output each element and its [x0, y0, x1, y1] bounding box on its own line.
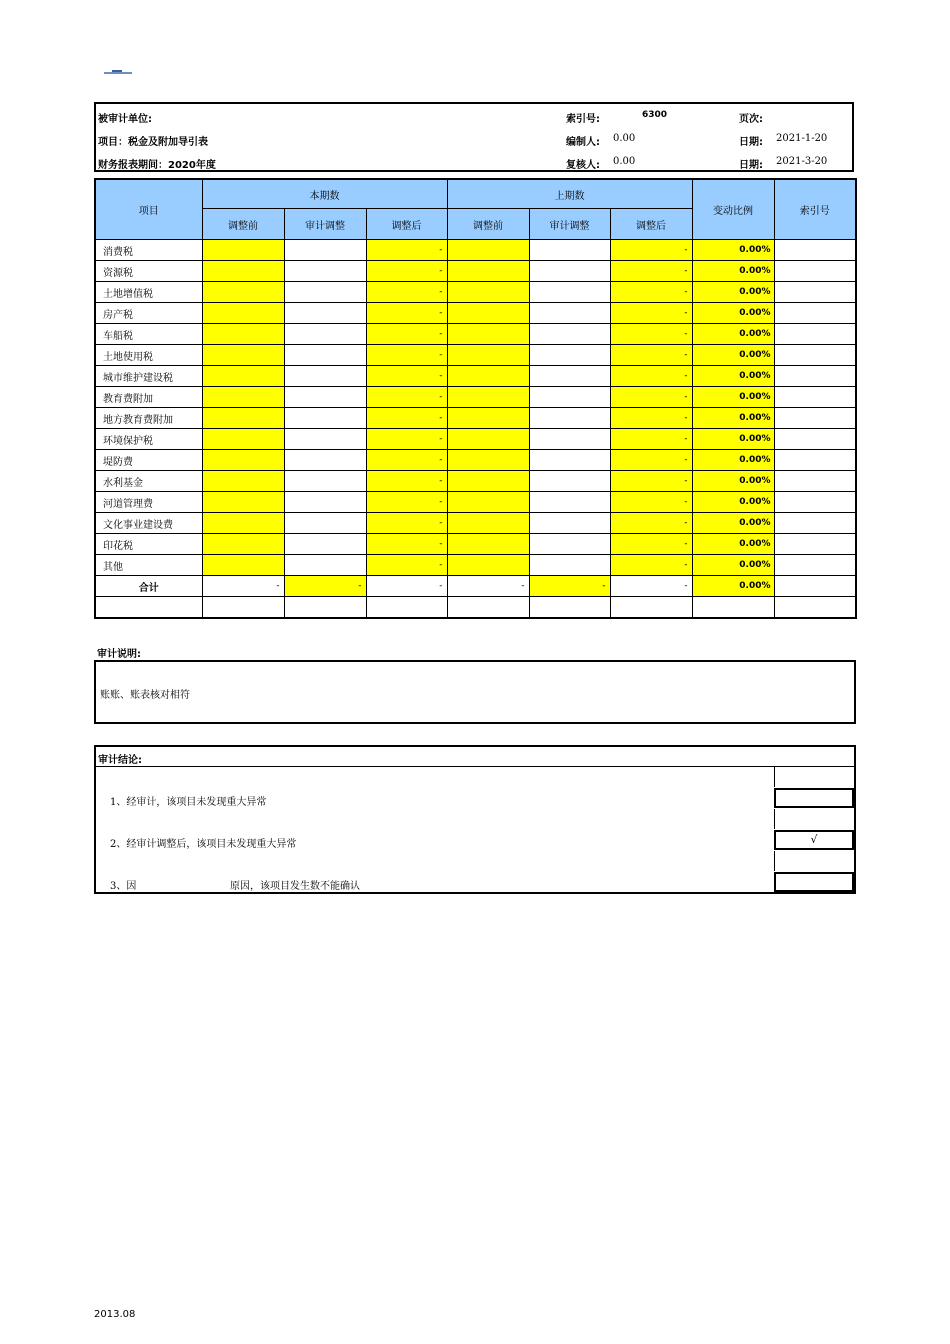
cur-before-cell: [202, 492, 284, 513]
tax-lead-schedule-table: [94, 178, 857, 619]
cur-before-cell: [202, 387, 284, 408]
row-item-name: 消费税: [95, 240, 202, 261]
period-label: 财务报表期间：2020年度: [98, 160, 216, 171]
row-item-name: 房产税: [95, 303, 202, 324]
pri-after-cell: -: [610, 555, 692, 576]
row-item-name: 其他: [95, 555, 202, 576]
row-item-name: 教育费附加: [95, 387, 202, 408]
table-row: [95, 534, 856, 555]
pri-before-cell: [447, 408, 529, 429]
cur-after-cell: -: [366, 282, 447, 303]
pri-adjust-cell: [529, 534, 610, 555]
worksheet-header: [94, 102, 854, 172]
cur-after-cell: -: [366, 366, 447, 387]
blank-cell: [692, 597, 774, 619]
cur-after-cell: -: [366, 534, 447, 555]
pri-before-cell: [447, 324, 529, 345]
cur-before-cell: [202, 282, 284, 303]
cur-adjust-cell: [284, 513, 366, 534]
conclusion-title-row: [96, 747, 854, 767]
blank-row: [95, 597, 856, 619]
table-row: [95, 303, 856, 324]
cur-after-cell: -: [366, 492, 447, 513]
date1-label: 日期:: [739, 137, 763, 148]
table-row: [95, 345, 856, 366]
pri-after-cell: -: [610, 387, 692, 408]
date1-value: 2021-1-20: [776, 133, 828, 144]
pri-after-cell: -: [610, 450, 692, 471]
index-value: 6300: [642, 110, 668, 120]
explanation-text: 账账、账表核对相符: [100, 690, 190, 701]
conclusion-item-1: 1、经审计，该项目未发现重大异常: [110, 797, 267, 808]
pri-adjust-cell: [529, 303, 610, 324]
table-row: [95, 261, 856, 282]
total-row: [95, 576, 856, 597]
check-column-gap-2: [774, 851, 854, 871]
pri-before-cell: [447, 513, 529, 534]
cur-after-header: 调整后: [366, 209, 447, 240]
cur-after-cell: -: [366, 261, 447, 282]
conclusion-item-3-suffix: 原因，该项目发生数不能确认: [230, 881, 360, 892]
cur-adjust-cell: [284, 366, 366, 387]
table-row: [95, 408, 856, 429]
conclusion-box: [94, 745, 856, 894]
pri-after-cell: -: [610, 261, 692, 282]
conclusion-checkbox-1[interactable]: [774, 788, 854, 808]
cur-after-cell: -: [366, 513, 447, 534]
blank-cell: [610, 597, 692, 619]
index-cell: [774, 513, 856, 534]
cur-adjust-cell: [284, 534, 366, 555]
pri-after-cell: -: [610, 324, 692, 345]
index-label: 索引号:: [566, 114, 600, 125]
change-ratio-cell: 0.00%: [692, 513, 774, 534]
table-row: [95, 429, 856, 450]
index-cell: [774, 471, 856, 492]
pri-before-cell: [447, 261, 529, 282]
row-item-name: 堤防费: [95, 450, 202, 471]
row-item-name: 资源税: [95, 261, 202, 282]
pri-adjust-cell: [529, 261, 610, 282]
pri-before-cell: [447, 429, 529, 450]
change-ratio-cell: 0.00%: [692, 324, 774, 345]
change-ratio-cell: 0.00%: [692, 555, 774, 576]
cur-after-cell: -: [366, 471, 447, 492]
pri-after-cell: -: [610, 303, 692, 324]
row-item-name: 环境保护税: [95, 429, 202, 450]
footer-version: 2013.08: [94, 1309, 136, 1320]
pri-before-header: 调整前: [447, 209, 529, 240]
page-label: 页次:: [739, 114, 763, 125]
cur-before-cell: [202, 450, 284, 471]
change-ratio-cell: 0.00%: [692, 240, 774, 261]
col-index-header: 索引号: [774, 179, 856, 240]
change-ratio-cell: 0.00%: [692, 408, 774, 429]
group-current-header: 本期数: [202, 179, 447, 209]
index-cell: [774, 324, 856, 345]
cur-after-cell: -: [366, 303, 447, 324]
reviewer-label: 复核人:: [566, 160, 600, 171]
check-column-top: [774, 767, 854, 787]
col-change-header: 变动比例: [692, 179, 774, 240]
change-ratio-cell: 0.00%: [692, 303, 774, 324]
blank-cell: [529, 597, 610, 619]
table-row: [95, 471, 856, 492]
pri-adjust-cell: [529, 345, 610, 366]
change-ratio-cell: 0.00%: [692, 261, 774, 282]
cur-after-cell: -: [366, 240, 447, 261]
change-ratio-cell: 0.00%: [692, 450, 774, 471]
explanation-title: 审计说明:: [97, 649, 141, 660]
pri-before-cell: [447, 492, 529, 513]
pri-after-cell: -: [610, 534, 692, 555]
cur-after-cell: -: [366, 429, 447, 450]
pri-before-cell: [447, 282, 529, 303]
blank-cell: [202, 597, 284, 619]
explanation-box: [94, 660, 856, 724]
pri-after-cell: -: [610, 366, 692, 387]
pri-before-cell: [447, 303, 529, 324]
cur-adjust-cell: [284, 555, 366, 576]
cur-before-cell: [202, 471, 284, 492]
cur-after-cell: -: [366, 324, 447, 345]
col-item-header: 项目: [95, 179, 202, 240]
conclusion-checkbox-2[interactable]: √: [774, 830, 854, 850]
total-pri-after: -: [610, 576, 692, 597]
cur-before-cell: [202, 429, 284, 450]
cur-before-cell: [202, 345, 284, 366]
check-column-gap-1: [774, 809, 854, 829]
pri-before-cell: [447, 471, 529, 492]
cur-before-cell: [202, 408, 284, 429]
conclusion-item-3-prefix: 3、因: [110, 881, 137, 892]
table-row: [95, 450, 856, 471]
index-cell: [774, 303, 856, 324]
pri-adjust-cell: [529, 387, 610, 408]
table-row: [95, 492, 856, 513]
table-row: [95, 513, 856, 534]
cur-adjust-cell: [284, 492, 366, 513]
cur-adjust-cell: [284, 408, 366, 429]
table-row: [95, 282, 856, 303]
index-cell: [774, 240, 856, 261]
total-cur-adjust: -: [284, 576, 366, 597]
preparer-label: 编制人:: [566, 137, 600, 148]
total-cur-after: -: [366, 576, 447, 597]
cur-adjust-cell: [284, 387, 366, 408]
pri-after-cell: -: [610, 429, 692, 450]
change-ratio-cell: 0.00%: [692, 471, 774, 492]
index-cell: [774, 366, 856, 387]
pri-before-cell: [447, 387, 529, 408]
change-ratio-cell: 0.00%: [692, 534, 774, 555]
change-ratio-cell: 0.00%: [692, 282, 774, 303]
pri-adjust-cell: [529, 429, 610, 450]
table-row: [95, 387, 856, 408]
row-item-name: 水利基金: [95, 471, 202, 492]
row-item-name: 土地使用税: [95, 345, 202, 366]
total-change-ratio: 0.00%: [692, 576, 774, 597]
pri-after-header: 调整后: [610, 209, 692, 240]
row-item-name: 印花税: [95, 534, 202, 555]
index-cell: [774, 492, 856, 513]
change-ratio-cell: 0.00%: [692, 387, 774, 408]
cur-adjust-cell: [284, 324, 366, 345]
total-label: 合计: [95, 576, 202, 597]
total-pri-adjust: -: [529, 576, 610, 597]
conclusion-item-2: 2、经审计调整后，该项目未发现重大异常: [110, 839, 297, 850]
cur-adjust-cell: [284, 303, 366, 324]
group-prior-header: 上期数: [447, 179, 692, 209]
logo-mark: [104, 72, 132, 74]
project-label: 项目：税金及附加导引表: [98, 137, 208, 148]
change-ratio-cell: 0.00%: [692, 345, 774, 366]
change-ratio-cell: 0.00%: [692, 492, 774, 513]
pri-after-cell: -: [610, 471, 692, 492]
cur-before-cell: [202, 261, 284, 282]
index-cell: [774, 282, 856, 303]
cur-before-header: 调整前: [202, 209, 284, 240]
index-cell: [774, 261, 856, 282]
cur-before-cell: [202, 303, 284, 324]
blank-cell: [447, 597, 529, 619]
pri-before-cell: [447, 450, 529, 471]
blank-cell: [284, 597, 366, 619]
total-pri-before: -: [447, 576, 529, 597]
cur-adjust-cell: [284, 450, 366, 471]
row-item-name: 车船税: [95, 324, 202, 345]
pri-adjust-cell: [529, 555, 610, 576]
pri-adjust-cell: [529, 408, 610, 429]
index-cell: [774, 450, 856, 471]
row-item-name: 文化事业建设费: [95, 513, 202, 534]
conclusion-checkbox-3[interactable]: [774, 872, 854, 892]
row-item-name: 城市维护建设税: [95, 366, 202, 387]
index-cell: [774, 555, 856, 576]
pri-adjust-cell: [529, 492, 610, 513]
pri-after-cell: -: [610, 513, 692, 534]
pri-before-cell: [447, 240, 529, 261]
index-cell: [774, 387, 856, 408]
table-row: [95, 240, 856, 261]
pri-adjust-cell: [529, 240, 610, 261]
cur-before-cell: [202, 513, 284, 534]
row-item-name: 地方教育费附加: [95, 408, 202, 429]
cur-adjust-cell: [284, 240, 366, 261]
pri-after-cell: -: [610, 345, 692, 366]
cur-after-cell: -: [366, 555, 447, 576]
change-ratio-cell: 0.00%: [692, 366, 774, 387]
cur-before-cell: [202, 366, 284, 387]
pri-adjust-cell: [529, 513, 610, 534]
cur-after-cell: -: [366, 450, 447, 471]
reviewer-value: 0.00: [613, 156, 636, 167]
pri-adjust-cell: [529, 324, 610, 345]
cur-before-cell: [202, 324, 284, 345]
pri-adjust-header: 审计调整: [529, 209, 610, 240]
index-cell: [774, 345, 856, 366]
table-row: [95, 366, 856, 387]
cur-after-cell: -: [366, 408, 447, 429]
pri-after-cell: -: [610, 492, 692, 513]
cur-adjust-cell: [284, 261, 366, 282]
cur-adjust-cell: [284, 471, 366, 492]
cur-before-cell: [202, 534, 284, 555]
pri-after-cell: -: [610, 282, 692, 303]
index-cell: [774, 429, 856, 450]
preparer-value: 0.00: [613, 133, 636, 144]
cur-before-cell: [202, 240, 284, 261]
blank-cell: [366, 597, 447, 619]
conclusion-title: 审计结论:: [98, 755, 142, 766]
cur-adjust-cell: [284, 429, 366, 450]
table-row: [95, 555, 856, 576]
cur-adjust-header: 审计调整: [284, 209, 366, 240]
total-cur-before: -: [202, 576, 284, 597]
index-cell: [774, 408, 856, 429]
cur-after-cell: -: [366, 387, 447, 408]
pri-adjust-cell: [529, 471, 610, 492]
pri-after-cell: -: [610, 408, 692, 429]
date2-value: 2021-3-20: [776, 156, 828, 167]
change-ratio-cell: 0.00%: [692, 429, 774, 450]
total-index: [774, 576, 856, 597]
pri-before-cell: [447, 534, 529, 555]
pri-adjust-cell: [529, 450, 610, 471]
audited-unit-label: 被审计单位:: [98, 114, 152, 125]
date2-label: 日期:: [739, 160, 763, 171]
pri-before-cell: [447, 555, 529, 576]
pri-after-cell: -: [610, 240, 692, 261]
cur-after-cell: -: [366, 345, 447, 366]
cur-adjust-cell: [284, 345, 366, 366]
pri-before-cell: [447, 345, 529, 366]
cur-adjust-cell: [284, 282, 366, 303]
blank-cell: [774, 597, 856, 619]
pri-adjust-cell: [529, 366, 610, 387]
row-item-name: 土地增值税: [95, 282, 202, 303]
pri-adjust-cell: [529, 282, 610, 303]
pri-before-cell: [447, 366, 529, 387]
index-cell: [774, 534, 856, 555]
blank-cell: [95, 597, 202, 619]
table-row: [95, 324, 856, 345]
row-item-name: 河道管理费: [95, 492, 202, 513]
cur-before-cell: [202, 555, 284, 576]
